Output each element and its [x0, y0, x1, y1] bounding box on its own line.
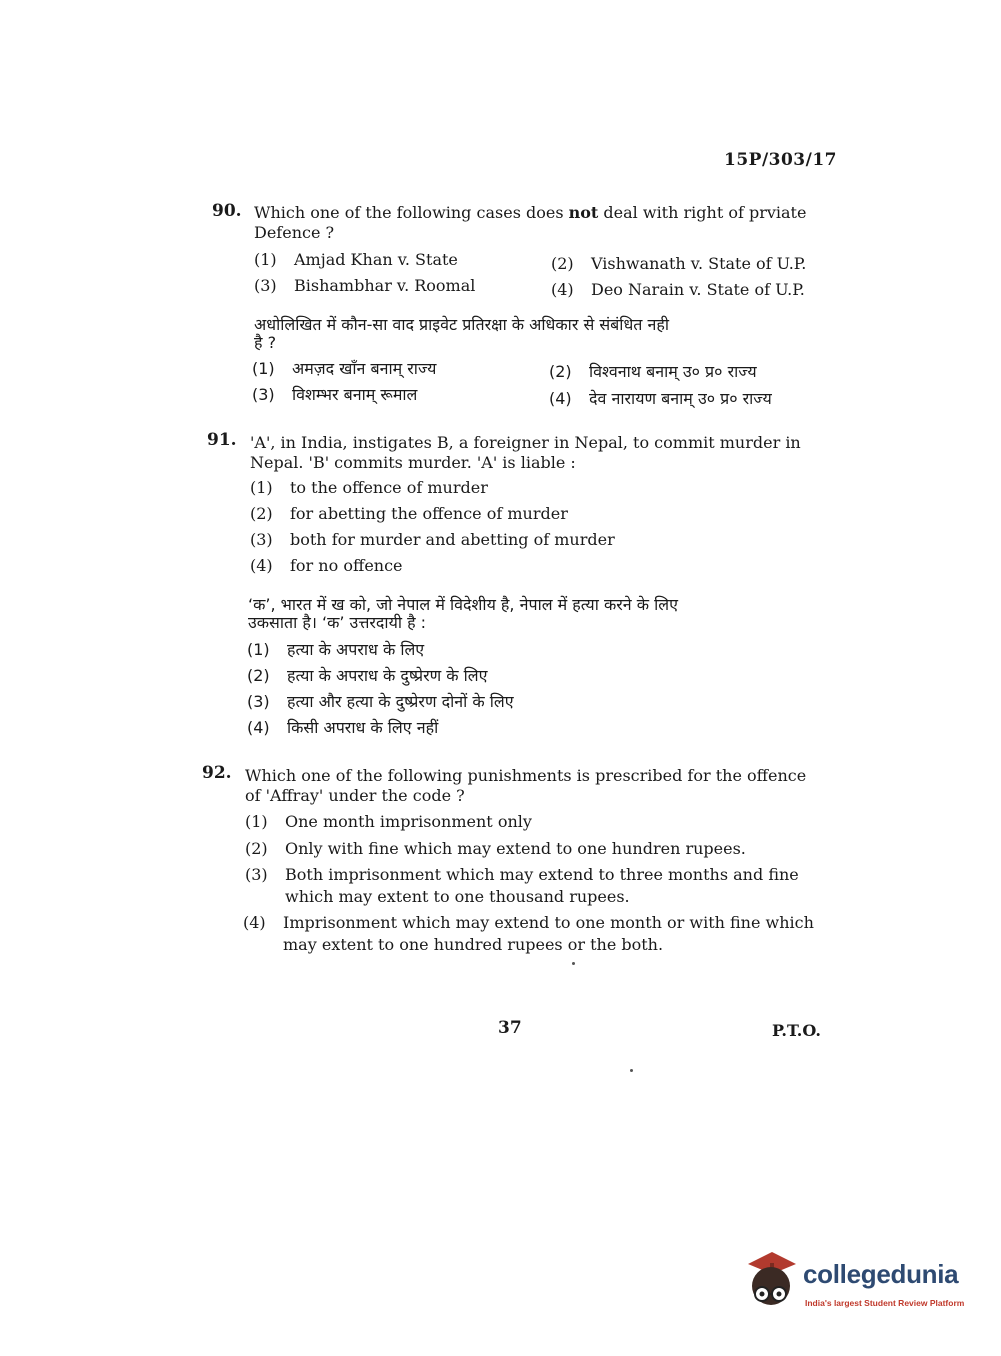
option-text: विशम्भर बनाम् रूमाल	[292, 385, 418, 404]
option-number: (4)	[243, 913, 266, 932]
option-hindi-3	[252, 383, 417, 405]
question-text: 'A', in India, instigates B, a foreigner in Nepal, to commit murder in	[250, 433, 801, 452]
option-hindi-3	[247, 690, 514, 712]
mascot-logo-icon	[742, 1250, 800, 1312]
option-number: (3)	[254, 276, 277, 295]
option-1	[250, 477, 488, 498]
option-text: both for murder and abetting of murder	[290, 530, 615, 549]
question-number: 92.	[202, 763, 232, 783]
option-text: Imprisonment which may extend to one month or with fine which	[283, 913, 814, 932]
option-hindi-4	[247, 716, 438, 738]
option-text: अमज़द खाँन बनाम् राज्य	[292, 359, 437, 378]
option-2	[250, 503, 568, 524]
option-4	[551, 279, 805, 300]
option-number: (1)	[250, 478, 273, 497]
option-1	[254, 249, 458, 270]
question-text-hindi-line: है ?	[254, 333, 277, 352]
question-text: Which one of the following punishments is prescribed for the offence	[245, 766, 807, 785]
option-number: (2)	[247, 666, 270, 685]
option-2	[551, 253, 806, 274]
option-text: देव नारायण बनाम् उ० प्र० राज्य	[589, 389, 772, 408]
question-text	[254, 202, 844, 223]
option-text: Amjad Khan v. State	[294, 250, 458, 269]
option-3	[250, 529, 615, 550]
option-text: for no offence	[290, 556, 403, 575]
question-text-part: deal with right of prviate	[598, 203, 807, 222]
option-text: Only with fine which may extend to one hundren rupees.	[285, 839, 746, 858]
option-text: for abetting the offence of murder	[290, 504, 568, 523]
option-number: (4)	[549, 389, 572, 408]
option-4	[243, 912, 814, 933]
option-number: (3)	[247, 692, 270, 711]
brand-tagline: India's largest Student Review Platform	[805, 1298, 965, 1308]
scan-speck	[630, 1069, 633, 1072]
option-2	[245, 838, 746, 859]
question-text-hindi: ‘क’, भारत में ख को, जो नेपाल में विदेशीय है, नेपाल में हत्या करने के लिए	[248, 595, 678, 614]
question-text-emphasis: not	[568, 203, 599, 222]
option-text: हत्या और हत्या के दुष्प्रेरण दोनों के लिए	[287, 692, 514, 711]
option-hindi-2	[549, 360, 757, 382]
option-text: to the offence of murder	[290, 478, 488, 497]
question-text-line: Defence ?	[254, 223, 335, 242]
option-number: (1)	[247, 640, 270, 659]
option-number: (4)	[250, 556, 273, 575]
option-text: Deo Narain v. State of U.P.	[591, 280, 805, 299]
option-number: (1)	[245, 812, 268, 831]
option-text: Both imprisonment which may extend to three months and fine	[285, 865, 799, 884]
option-hindi-2	[247, 664, 487, 686]
option-3-continued: which may extent to one thousand rupees.	[285, 887, 630, 906]
page-number: 37	[498, 1018, 522, 1038]
option-number: (2)	[250, 504, 273, 523]
option-text: हत्या के अपराध के लिए	[287, 640, 425, 659]
option-hindi-1	[247, 638, 424, 660]
question-text-line: Nepal. 'B' commits murder. 'A' is liable :	[250, 453, 576, 472]
pto-label: P.T.O.	[772, 1021, 821, 1040]
question-number: 91.	[207, 430, 237, 450]
option-3	[245, 864, 799, 885]
option-text: हत्या के अपराध के दुष्प्रेरण के लिए	[287, 666, 488, 685]
scan-speck	[572, 962, 575, 965]
question-text-part: Which one of the following cases does	[254, 203, 569, 222]
option-4	[250, 555, 403, 576]
option-number: (2)	[549, 362, 572, 381]
option-text: Vishwanath v. State of U.P.	[591, 254, 807, 273]
question-text-line: of 'Affray' under the code ?	[245, 786, 465, 805]
option-number: (4)	[551, 280, 574, 299]
brand-name: collegedunia	[803, 1259, 959, 1289]
option-number: (1)	[252, 359, 275, 378]
option-number: (2)	[245, 839, 268, 858]
option-4-continued: may extent to one hundred rupees or the both.	[283, 935, 664, 954]
option-text: किसी अपराध के लिए नहीं	[287, 718, 439, 737]
question-number: 90.	[212, 201, 242, 221]
option-3	[254, 275, 475, 296]
option-number: (3)	[245, 865, 268, 884]
option-hindi-1	[252, 357, 436, 379]
option-text: विश्वनाथ बनाम् उ० प्र० राज्य	[589, 362, 757, 381]
option-number: (4)	[247, 718, 270, 737]
question-text-hindi: अधोलिखित में कौन-सा वाद प्राइवेट प्रतिरक्षा के अधिकार से संबंधित नही	[254, 315, 670, 334]
option-text: Bishambhar v. Roomal	[294, 276, 476, 295]
option-hindi-4	[549, 387, 772, 409]
option-text: One month imprisonment only	[285, 812, 532, 831]
question-text-hindi-line: उकसाता है। ‘क’ उत्तरदायी है :	[248, 613, 427, 632]
option-number: (2)	[551, 254, 574, 273]
paper-code: 15P/303/17	[724, 150, 838, 170]
option-1	[245, 811, 532, 832]
option-number: (3)	[250, 530, 273, 549]
option-number: (1)	[254, 250, 277, 269]
option-number: (3)	[252, 385, 275, 404]
